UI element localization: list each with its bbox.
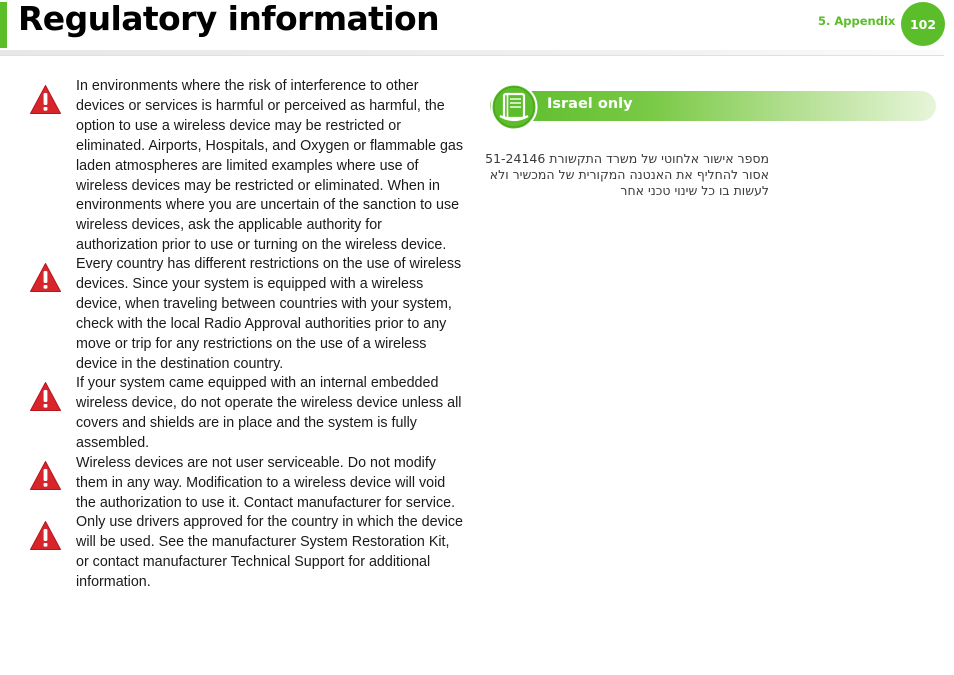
page-number-badge: 102 [901, 2, 945, 46]
warning-text: Wireless devices are not user serviceable. Do not modify them in any way. Modification to a wireless device will void the authorization to use it. Contact manufacturer for service. [76, 455, 456, 511]
hebrew-line: אסור להחליף את האנטנה המקורית של המכשיר ולא [489, 167, 769, 182]
warning-text: Every country has different restrictions on the use of wireless devices. Since your system is equipped with a wireless device, when traveling between countries with your system, check with the local Radio Approval authorities prior to any move or trip for any restrictions on the use of a wireless device in the destination country. [76, 256, 462, 372]
hebrew-approval-text [485, 151, 769, 199]
breadcrumb[interactable]: 5. Appendix [818, 14, 896, 28]
warning-icon [29, 460, 62, 491]
warning-text: If your system came equipped with an internal embedded wireless device, do not operate the wireless device unless all covers and shields are in place and the system is fully assembled. [76, 375, 462, 451]
header-divider [0, 50, 944, 56]
section-title: Israel only [547, 96, 633, 112]
warning-icon [29, 262, 62, 293]
page-title: Regulatory information [18, 0, 440, 38]
book-icon [490, 83, 538, 131]
header-accent-bar [0, 2, 7, 48]
warning-text: In environments where the risk of interference to other devices or services is harmful or perceived as harmful, the option to use a wireless device may be restricted or eliminated. Airports, Hospitals, and Oxygen or flammable gas laden atmospheres are limited examples where use of wireless devices may be restricted or eliminated. When in environments where you are uncertain of the sanction to use wireless devices, ask the applicable authority for authorization prior to use or turning on the wireless device. [76, 78, 463, 254]
warning-text: Only use drivers approved for the country in which the device will be used. See the manufacturer System Restoration Kit, or contact manufacturer Technical Support for additional information. [76, 514, 464, 590]
warning-icon [29, 520, 62, 551]
hebrew-line: לעשות בו כל שינוי טכני אחר [620, 183, 769, 198]
warning-icon [29, 381, 62, 412]
warning-icon [29, 84, 62, 115]
hebrew-line: מספר אישור אלחוטי של משרד התקשורת 51-24146 [485, 151, 769, 166]
